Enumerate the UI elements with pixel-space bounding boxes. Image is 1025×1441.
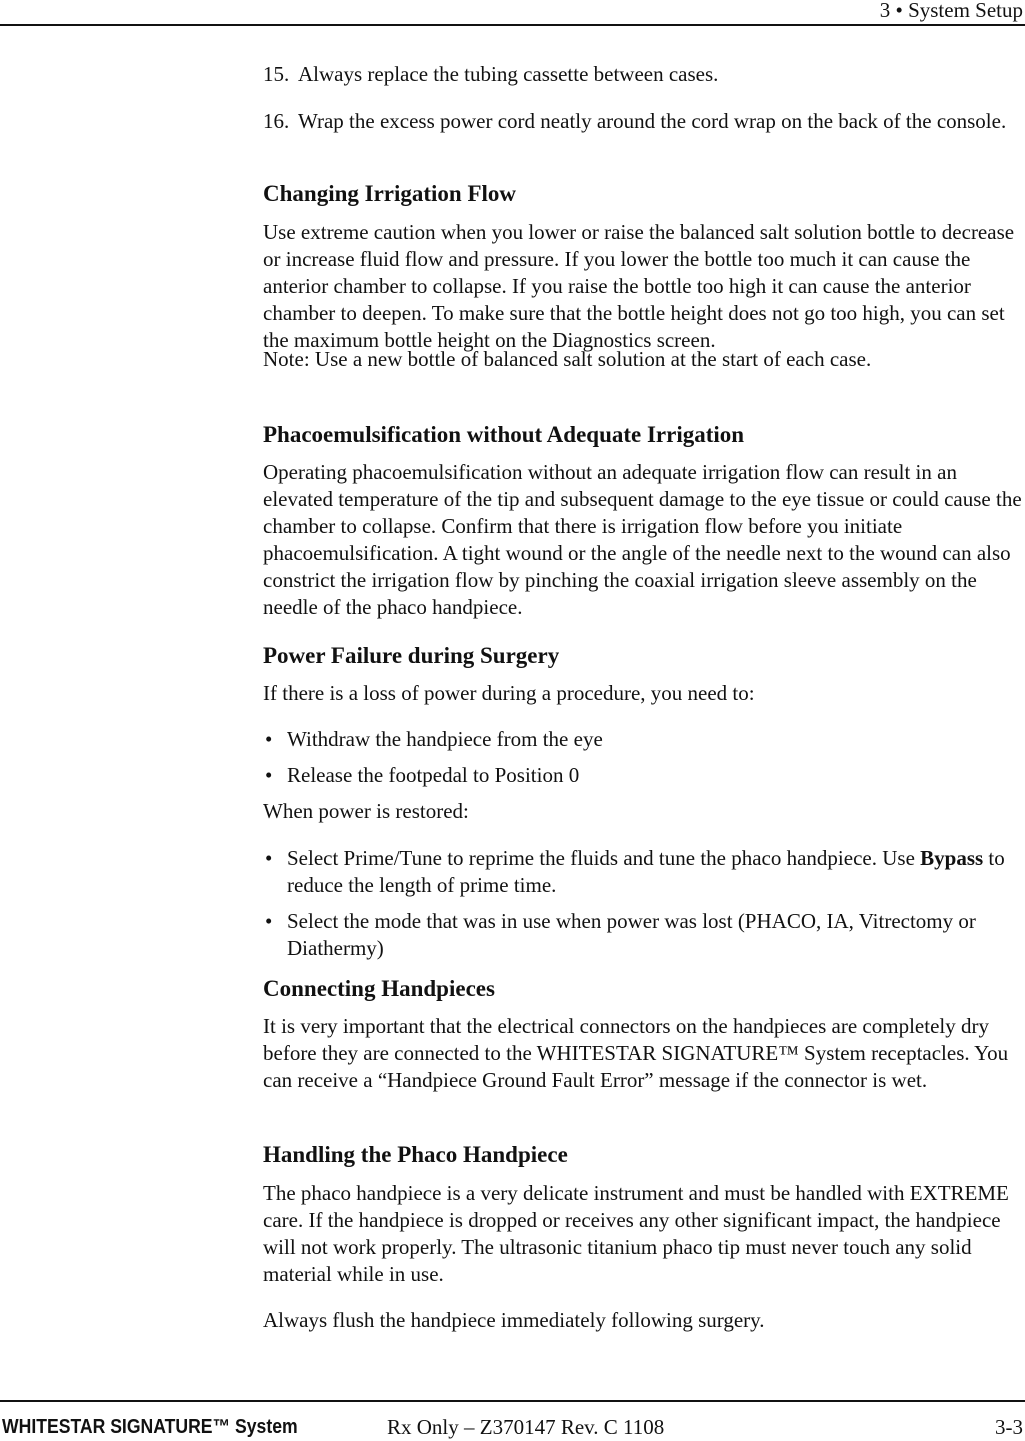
bullet-text: Select Prime/Tune to reprime the fluids and tune the phaco handpiece. Use Bypass to reduce the length of prime time. [287, 846, 1005, 897]
bullet-dot: • [265, 763, 273, 787]
bullet-select-mode [263, 908, 1025, 962]
paragraph-irrigation-flow: Use extreme caution when you lower or raise the balanced salt solution bottle to decrease or increase fluid flow and pressure. If you lower the bottle too much it can cause the anterior chamber to collapse. If you raise the bottle too high it can cause the anterior chamber to deepen. To make sure that the bottle height does not go too high, you can set the maximum bottle height on the Diagnostics screen. [263, 220, 1015, 352]
bullet-withdraw-handpiece [263, 726, 603, 753]
heading-connecting-handpieces: Connecting Handpieces [263, 976, 495, 1001]
step-number: 16. [263, 109, 290, 133]
bypass-term: Bypass [920, 846, 984, 870]
bullet-dot: • [265, 909, 273, 933]
bullet-release-footpedal [263, 762, 579, 789]
paragraph-phaco-irrigation: Operating phacoemulsification without an adequate irrigation flow can result in an elevated temperature of the tip and subsequent damage to the eye tissue or could cause the chamber to collapse. Confirm that there is irrigation flow before you initiate phacoemulsification. A tight wound or the angle of the needle next to the wound can also constrict the irrigation flow by pinching the coaxial irrigation sleeve assembly on the needle of the phaco handpiece. [263, 460, 1022, 619]
heading-handling-phaco: Handling the Phaco Handpiece [263, 1142, 568, 1167]
bullet-text: Select the mode that was in use when power was lost (PHACO, IA, Vitrectomy or Diathermy) [287, 909, 976, 960]
bullet-select-prime-tune [263, 845, 1025, 899]
paragraph-connecting: It is very important that the electrical connectors on the handpieces are completely dry before they are connected to the WHITESTAR SIGNATURE™ System receptacles. You can receive a “Handpiece Ground Fault Error” message if the connector is wet. [263, 1014, 1009, 1092]
heading-phaco-without-irrigation: Phacoemulsification without Adequate Irrigation [263, 422, 745, 447]
step-15 [263, 61, 718, 88]
step-16 [263, 108, 1006, 135]
footer-rule [0, 1400, 1025, 1402]
bullet-text: Withdraw the handpiece from the eye [287, 727, 603, 751]
step-number: 15. [263, 62, 290, 86]
step-text: Wrap the excess power cord neatly around the cord wrap on the back of the console. [298, 109, 1007, 133]
paragraph-note: Note: Use a new bottle of balanced salt solution at the start of each case. [263, 347, 872, 371]
paragraph-power-loss-intro: If there is a loss of power during a procedure, you need to: [263, 681, 755, 705]
bullet-dot: • [265, 846, 273, 870]
bullet-dot: • [265, 727, 273, 751]
footer-page-number: 3-3 [995, 1415, 1023, 1439]
bullet-text: Release the footpedal to Position 0 [287, 763, 580, 787]
paragraph-flush: Always flush the handpiece immediately following surgery. [263, 1308, 765, 1332]
header-rule [0, 24, 1025, 26]
paragraph-handling: The phaco handpiece is a very delicate instrument and must be handled with EXTREME care. If the handpiece is dropped or receives any other significant impact, the handpiece will not work properly. The ultrasonic titanium phaco tip must never touch any solid material while in use. [263, 1181, 1009, 1286]
paragraph-power-restored: When power is restored: [263, 799, 469, 823]
header-chapter-title: 3 • System Setup [879, 0, 1023, 22]
footer-document-id: Rx Only – Z370147 Rev. C 1108 [387, 1415, 665, 1439]
footer-product-name: WHITESTAR SIGNATURE™ System [2, 1416, 298, 1438]
step-text: Always replace the tubing cassette between cases. [298, 62, 719, 86]
heading-changing-irrigation-flow: Changing Irrigation Flow [263, 181, 517, 206]
heading-power-failure: Power Failure during Surgery [263, 643, 560, 668]
